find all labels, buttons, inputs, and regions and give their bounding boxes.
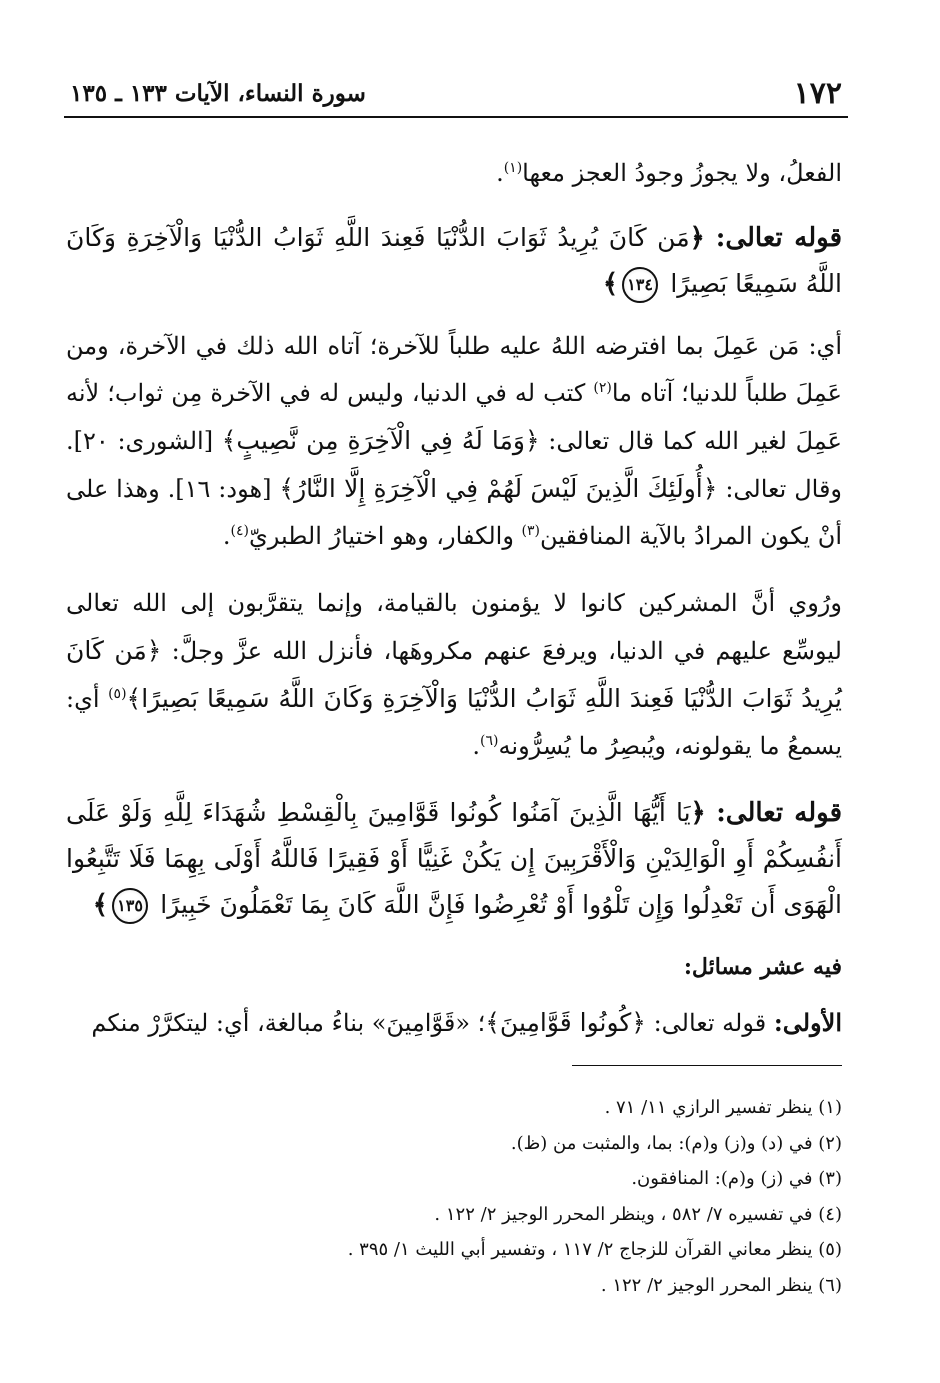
explanation-text: .: [472, 732, 481, 760]
page-number: ١٧٢: [793, 76, 842, 111]
ayah-number-marker: ١٣٤: [622, 267, 658, 303]
verse-134-open-bracket: ﴿: [689, 223, 705, 253]
ayah-number-marker: ١٣٥: [112, 888, 148, 924]
verse-134-close-bracket: ﴾: [602, 269, 619, 299]
explanation-paragraph-2: [66, 580, 842, 770]
footnote-ref-4: (٤): [230, 523, 249, 539]
intro-paragraph: [66, 150, 842, 197]
footnote-divider: [572, 1065, 842, 1066]
verse-135-lead: قوله تعالى:: [716, 798, 843, 828]
explanation-text: أي: يسمعُ ما يقولونه، ويُبصِرُ ما يُسِرُّونه: [66, 685, 842, 760]
footnote-text: ينظر المحرر الوجيز ٢/ ١٢٢ .: [600, 1274, 819, 1296]
page-header: [64, 72, 848, 118]
footnote: [120, 1126, 842, 1162]
footnote-number: (٢): [818, 1132, 842, 1154]
footnote-number: (٦): [818, 1274, 842, 1296]
footnote-text: ينظر تفسير الرازي ١١/ ٧١ .: [604, 1097, 819, 1118]
footnote-number: (٣): [818, 1168, 842, 1189]
footnote-number: (٥): [818, 1239, 842, 1260]
quoted-verse: ﴿كُونُوا قَوَّامِينَ﴾: [485, 1008, 646, 1037]
verse-135-open-bracket: ﴿: [690, 798, 706, 828]
verse-135-text: يَا أَيُّهَا الَّذِينَ آمَنُوا كُونُوا قَوَّامِينَ بِالْقِسْطِ شُهَدَاءَ لِلَّهِ وَلَوْ عَلَى أَنفُسِكُمْ أَوِ الْوَالِدَيْنِ وَالْأَقْرَبِينَ إِن يَكُنْ غَنِيًّا أَوْ فَقِيرًا فَاللَّهُ أَوْلَى بِهِمَا فَلَا تَتَّبِعُوا الْهَوَى أَن تَعْدِلُوا وَإِن تَلْوُوا أَوْ تُعْرِضُوا فَإِنَّ اللَّهَ كَانَ بِمَا تَعْمَلُونَ خَبِيرًا: [66, 798, 842, 919]
quoted-verse: ﴿وَمَا لَهُ فِي الْآخِرَةِ مِن نَّصِيبٍ﴾: [221, 426, 540, 455]
quoted-verse: ﴿أُولَئِكَ الَّذِينَ لَيْسَ لَهُمْ فِي الْآخِرَةِ إِلَّا النَّارُ﴾: [279, 474, 718, 503]
intro-text: الفعلُ، ولا يجوزُ وجودُ العجز معها: [522, 159, 842, 187]
footnote-text: ينظر معاني القرآن للزجاج ٢/ ١١٧ ، وتفسير أبي الليث ١/ ٣٩٥ .: [347, 1239, 819, 1260]
intro-end: .: [496, 159, 504, 187]
running-title: سورة النساء، الآيات ١٣٣ ـ ١٣٥: [70, 80, 366, 107]
footnote-text: في (ز) و(م): المنافقون.: [631, 1168, 819, 1189]
main-text: [66, 150, 842, 1067]
footnote-text: في تفسيره ٧/ ٥٨٢ ، وينظر المحرر الوجيز ٢/ ١٢٢ .: [434, 1203, 819, 1225]
footnote-ref-2: (٢): [593, 380, 612, 396]
footnote-ref-3: (٣): [521, 523, 541, 539]
footnote-text: في (د) و(ز) و(م): بما، والمثبت من (ظ).: [510, 1132, 819, 1154]
explanation-text: [الشورى: ٢٠]. وقال تعالى:: [66, 427, 843, 503]
explanation-text: ورُوي أنَّ المشركين كانوا لا يؤمنون بالقيامة، وإنما يتقرَّبون إلى الله تعالى ليوسِّع عليهم في الدنيا، ويرفعَ عنهم مكروهَها، فأنزل الله عزَّ وجلَّ:: [66, 589, 842, 665]
issue-text: ؛ «قَوَّامِينَ» بناءُ مبالغة، أي: ليتكرَّرْ منكم: [91, 1009, 486, 1037]
first-issue-label: الأولى:: [773, 1008, 842, 1037]
verse-134-text: مَن كَانَ يُرِيدُ ثَوَابَ الدُّنْيَا فَعِندَ اللَّهِ ثَوَابُ الدُّنْيَا وَالْآخِرَةِ وَكَانَ اللَّهُ سَمِيعًا بَصِيرًا: [66, 223, 842, 298]
explanation-text: والكفار، وهو اختيارُ الطبريّ: [248, 522, 522, 550]
footnote: [120, 1090, 842, 1126]
footnote: [120, 1268, 842, 1304]
footnote: [120, 1197, 842, 1233]
footnote: [120, 1232, 842, 1268]
footnote: [120, 1161, 842, 1197]
footnote-ref-5: (٥): [108, 686, 127, 702]
quoted-verse: ﴿مَن كَانَ يُرِيدُ ثَوَابَ الدُّنْيَا فَعِندَ اللَّهِ ثَوَابُ الدُّنْيَا وَالْآخِرَةِ وَكَانَ اللَّهُ سَمِيعًا بَصِيرًا﴾: [66, 636, 842, 713]
footnote-number: (١): [818, 1097, 842, 1118]
footnotes: [120, 1090, 842, 1303]
explanation-text: .: [222, 522, 231, 550]
verse-135-close-bracket: ﴾: [92, 890, 109, 920]
explanation-paragraph-1: [66, 323, 842, 560]
issues-heading: فيه عشر مسائل:: [683, 954, 842, 980]
explanation-text: أي: مَن عَمِلَ بما افترضه اللهُ عليه طلباً للآخرة؛ آتاه الله ذلك في الآخرة، ومن عَمِلَ طلباً للدنيا؛ آتاه ما: [66, 332, 843, 407]
verse-134-block: [66, 215, 842, 307]
footnote-number: (٤): [818, 1203, 842, 1225]
footnote-ref-1: (١): [503, 160, 523, 176]
first-issue-paragraph: [66, 999, 842, 1047]
verse-135-block: [66, 790, 842, 928]
verse-134-lead: قوله تعالى:: [715, 223, 843, 253]
explanation-text: كتب له في الدنيا، وليس له في الآخرة مِن ثواب؛ لأنه عَمِلَ لغير الله كما قال تعالى:: [66, 379, 843, 455]
issue-text: قوله تعالى:: [645, 1009, 774, 1037]
explanation-text: [هود: ١٦]. وهذا على أنْ يكون المرادُ بالآية المنافقين: [66, 475, 842, 550]
footnote-ref-6: (٦): [480, 733, 499, 749]
